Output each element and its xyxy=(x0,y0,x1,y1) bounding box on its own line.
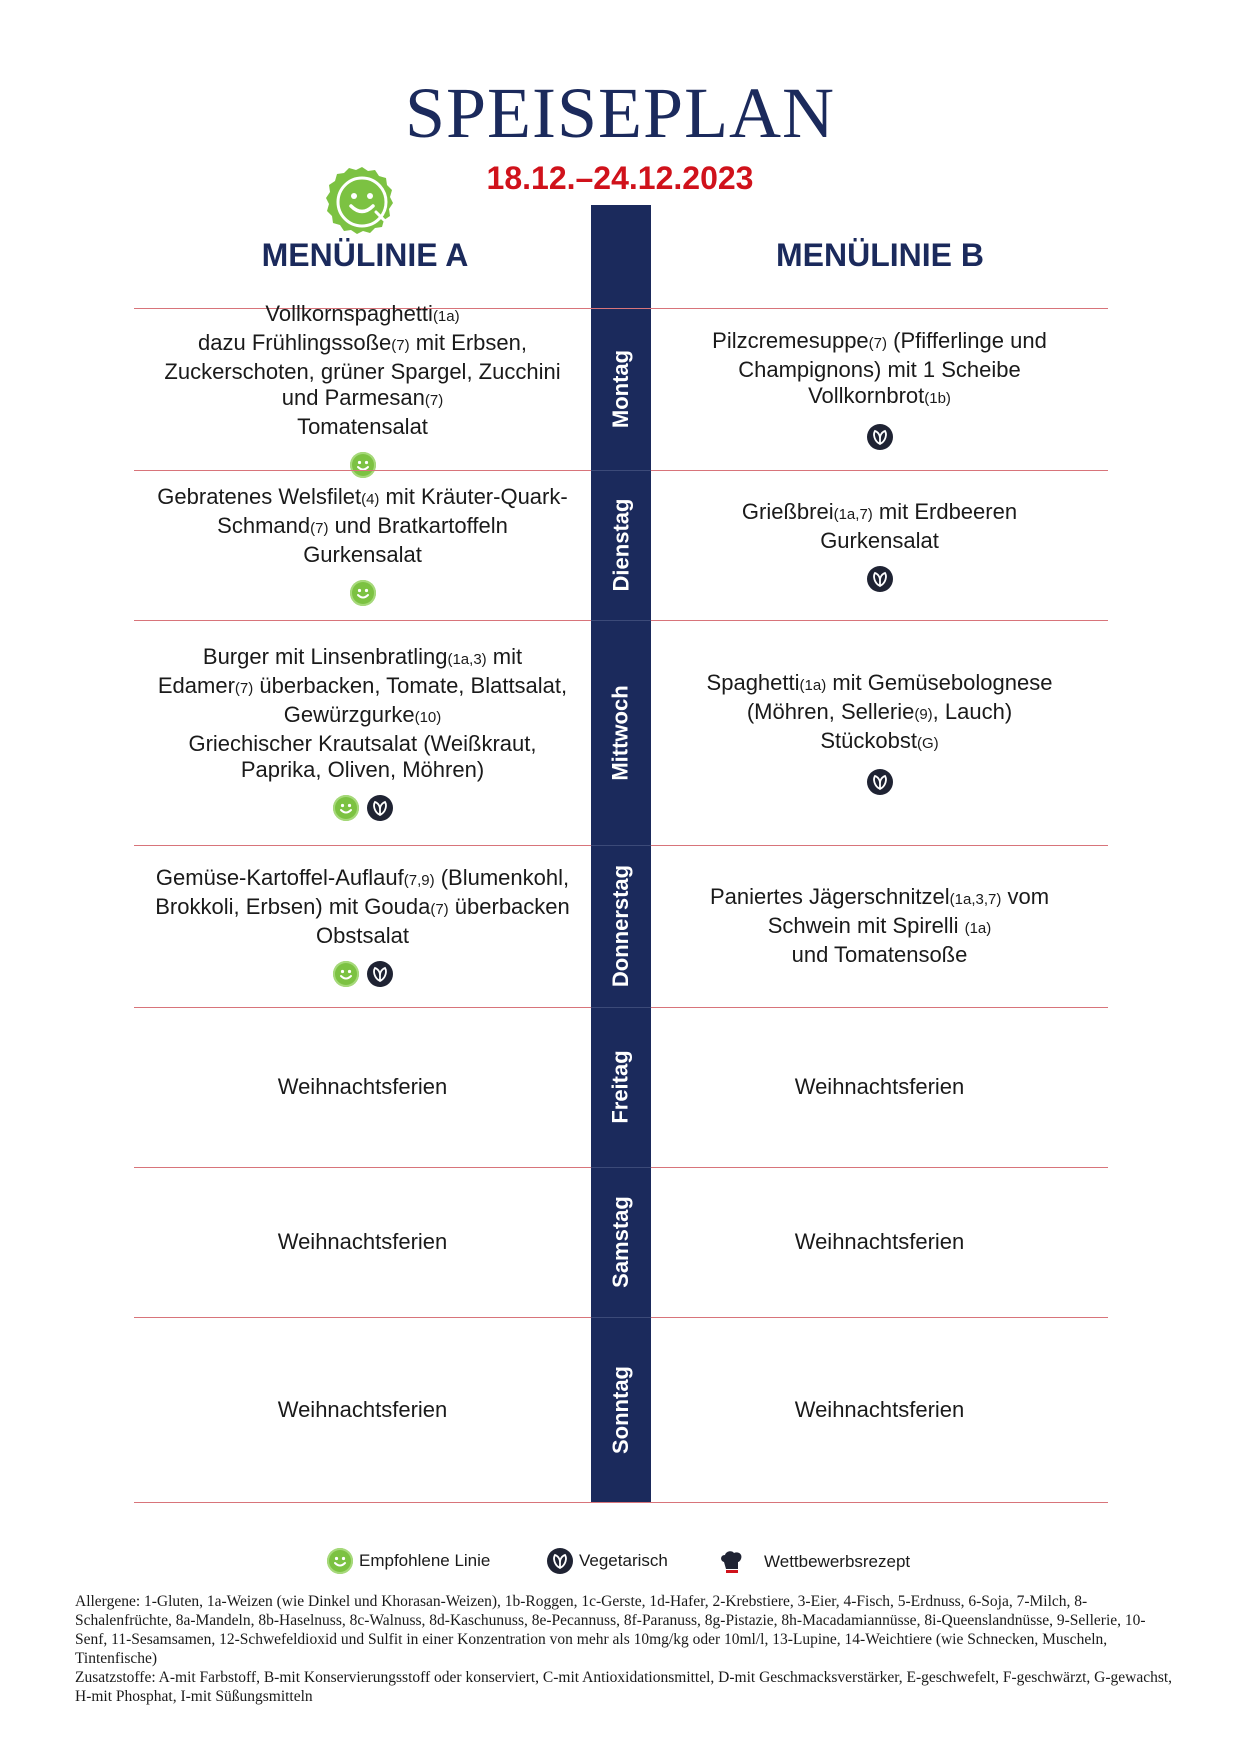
dish-text: Gemüse-Kartoffel-Auflauf xyxy=(155,865,404,890)
dish-line xyxy=(316,923,409,949)
allergen-list: Allergene: 1-Gluten, 1a-Weizen (wie Dinkel und Khorasan-Weizen), 1b-Roggen, 1c-Gerste, 1d-Hafer, 2-Krebstiere, 3-Eier, 4-Fisch, 5-Erdnuss, 6-Soja, 7-Milch, 8-Schalenfrüchte, 8a-Mandeln, 8b-Haselnuss, 8c-Walnuss, 8d-Kaschunuss, 8e-Pecannuss, 8f-Paranuss, 8g-Pistazie, 8h-Macadamiannüsse, 8i-Queenslandnüsse, 9-Sellerie, 10-Senf, 11-Sesamsamen, 12-Schwefeldioxid und Sulfit in einer Konzentration von mehr als 10mg/kg oder 10ml/l, 13-Lupine, 14-Weichtiere (wie Schnecken, Muscheln, Tintenfische) xyxy=(75,1593,1146,1667)
dish-text: mit Gemüsebolognese xyxy=(826,670,1053,695)
dish-text: mit Erbsen, xyxy=(409,329,527,355)
day-name: Freitag xyxy=(608,1050,634,1124)
dish-text: Weihnachtsferien xyxy=(277,1074,448,1099)
dish-text: mit Kräuter-Quark- xyxy=(379,484,568,509)
menu-cell-a xyxy=(134,620,591,845)
legend-competition-label: Wettbewerbsrezept xyxy=(764,1552,911,1571)
dish-text: Schmand xyxy=(217,513,311,538)
dish-text: Spaghetti xyxy=(706,670,800,695)
dish-line xyxy=(241,757,484,783)
day-label xyxy=(591,845,651,1007)
day-name: Montag xyxy=(608,349,634,429)
dish-line xyxy=(795,1229,965,1255)
dish-text: Grießbrei xyxy=(741,498,834,524)
dish-text: Weihnachtsferien xyxy=(794,1396,965,1422)
menu-cell-b xyxy=(651,470,1108,620)
dish-text: Champignons) mit 1 Scheibe xyxy=(738,357,1021,382)
dish-text: Stückobst xyxy=(820,728,917,753)
day-name: Donnerstag xyxy=(608,864,633,988)
menu-cell-b xyxy=(651,1317,1108,1502)
leaf-icon xyxy=(367,795,393,821)
day-label xyxy=(591,1317,651,1502)
dish-text: Zuckerschoten, grüner Spargel, Zucchini xyxy=(164,358,561,384)
dish-line xyxy=(198,330,527,359)
dish-text: vom xyxy=(1001,884,1050,909)
dish-line xyxy=(712,328,1047,357)
dish-line xyxy=(282,385,443,414)
allergen-code: (1a,7) xyxy=(833,505,873,523)
dish-line xyxy=(158,673,567,702)
dish-text: Edamer xyxy=(157,673,235,698)
dish-text: und Tomatensoße xyxy=(791,942,968,967)
dish-line xyxy=(297,414,428,440)
dish-text: Vollkornspaghetti xyxy=(265,300,433,326)
dish-line xyxy=(188,731,536,757)
dish-line xyxy=(792,942,968,968)
dish-line xyxy=(710,884,1049,913)
menu-cell-a xyxy=(134,1007,591,1167)
allergen-code: (7,9) xyxy=(403,872,435,889)
dish-text: Weihnachtsferien xyxy=(277,1396,448,1422)
dish-line xyxy=(155,894,570,923)
menu-cell-a xyxy=(134,300,591,470)
allergen-code: (1a) xyxy=(964,920,992,937)
dish-line xyxy=(707,670,1053,699)
leaf-icon xyxy=(547,1548,573,1574)
dish-text: Gewürzgurke xyxy=(283,702,415,727)
dish-line xyxy=(795,1074,965,1100)
day-label xyxy=(591,1167,651,1317)
allergen-code: (4) xyxy=(361,491,380,508)
dish-icons xyxy=(333,795,393,821)
allergen-code: (1a) xyxy=(432,307,460,325)
legend-vegetarian-label: Vegetarisch xyxy=(579,1551,668,1570)
dish-text: Weihnachtsferien xyxy=(277,1229,448,1254)
dish-text: Weihnachtsferien xyxy=(794,1229,965,1254)
menu-cell-b xyxy=(651,845,1108,1007)
dish-icons xyxy=(867,566,893,592)
dish-text: Tomatensalat xyxy=(297,413,428,439)
dish-line xyxy=(203,644,522,673)
dish-text: Pilzcremesuppe xyxy=(712,328,869,353)
dish-text: (Pfifferlinge und xyxy=(887,328,1047,353)
dish-line xyxy=(157,484,567,513)
dish-icons xyxy=(333,961,393,987)
allergen-code: (9) xyxy=(914,706,933,723)
day-label xyxy=(591,1007,651,1167)
dish-line xyxy=(820,728,938,757)
leaf-icon xyxy=(867,566,893,592)
allergen-code: (1a) xyxy=(799,677,827,694)
smiley-icon xyxy=(333,961,359,987)
dish-text: , Lauch) xyxy=(932,699,1013,724)
dish-text: (Möhren, Sellerie xyxy=(746,699,915,724)
dish-text: Brokkoli, Erbsen) mit Gouda xyxy=(155,894,431,919)
allergen-code: (7) xyxy=(234,680,254,697)
dish-line xyxy=(808,383,951,412)
smiley-icon xyxy=(327,1548,353,1574)
dish-line xyxy=(278,1397,448,1423)
dish-text: (Blumenkohl, xyxy=(434,865,570,890)
legend-recommended xyxy=(327,1548,490,1574)
menu-cell-a xyxy=(134,470,591,620)
menu-cell-b xyxy=(651,1167,1108,1317)
menu-cell-b xyxy=(651,1007,1108,1167)
dish-text: Paniertes Jägerschnitzel xyxy=(709,884,950,909)
dish-line xyxy=(768,913,992,942)
dish-icons xyxy=(350,580,376,606)
menu-cell-a xyxy=(134,1317,591,1502)
menu-cell-b xyxy=(651,308,1108,470)
allergen-code: (7) xyxy=(391,336,410,354)
allergen-code: (1b) xyxy=(924,390,951,407)
allergen-code: (7) xyxy=(424,391,444,409)
smiley-icon xyxy=(350,580,376,606)
dish-text: Obstsalat xyxy=(316,923,409,948)
menu-cell-b xyxy=(651,620,1108,845)
dish-line xyxy=(284,702,442,731)
day-name: Mittwoch xyxy=(608,684,634,781)
dish-text: dazu Frühlingssoße xyxy=(198,329,392,355)
menu-cell-a xyxy=(134,1167,591,1317)
legend xyxy=(0,1548,1240,1582)
allergen-code: (1a,3,7) xyxy=(949,891,1002,908)
day-label xyxy=(591,620,651,845)
smiley-icon xyxy=(333,795,359,821)
day-name: Sonntag xyxy=(608,1365,633,1454)
menu-cell-a xyxy=(134,845,591,1007)
dish-line xyxy=(747,699,1012,728)
dish-text: Vollkornbrot xyxy=(808,383,925,408)
dish-text: Gurkensalat xyxy=(820,527,939,553)
chef-hat-icon xyxy=(718,1548,746,1576)
dish-text: überbacken, Tomate, Blattsalat, xyxy=(253,673,568,698)
dish-text: Schwein mit Spirelli xyxy=(767,913,965,938)
leaf-icon xyxy=(867,424,893,450)
dish-icons xyxy=(867,424,893,450)
allergen-code: (7) xyxy=(430,901,449,918)
dish-line xyxy=(156,865,569,894)
allergen-code: (10) xyxy=(414,709,442,726)
dish-text: mit Erdbeeren xyxy=(872,498,1018,524)
leaf-icon xyxy=(867,769,893,795)
date-range: 18.12.–24.12.2023 xyxy=(486,160,754,196)
dish-line xyxy=(795,1397,965,1423)
dish-line xyxy=(278,1074,448,1100)
day-name: Samstag xyxy=(608,1196,633,1288)
dish-text: Weihnachtsferien xyxy=(794,1074,965,1099)
dish-line xyxy=(164,359,560,385)
dish-text: und Bratkartoffeln xyxy=(328,513,508,538)
dish-text: Gebratenes Welsfilet xyxy=(157,484,362,509)
leaf-icon xyxy=(367,961,393,987)
allergen-code: (G) xyxy=(916,735,939,752)
legend-recommended-label: Empfohlene Linie xyxy=(359,1551,491,1570)
dish-line xyxy=(265,301,459,330)
row-divider xyxy=(134,1502,1108,1503)
day-label xyxy=(591,470,651,620)
allergen-code: (7) xyxy=(310,520,329,537)
dish-text: Paprika, Oliven, Möhren) xyxy=(240,757,485,782)
allergen-code: (1a,3) xyxy=(447,651,487,668)
page-title: SPEISEPLAN xyxy=(404,73,836,153)
additive-list: Zusatzstoffe: A-mit Farbstoff, B-mit Konservierungsstoff oder konserviert, C-mit Antioxidationsmittel, D-mit Geschmacksverstärker, E-geschwefelt, F-geschwärzt, G-gewachst, H-mit Phosphat, I-mit Süßungsmitteln xyxy=(75,1669,1173,1705)
dish-text: Burger mit Linsenbratling xyxy=(202,644,448,669)
footer-notes xyxy=(75,1592,1175,1706)
column-title-b: MENÜLINIE B xyxy=(776,237,984,273)
dish-line xyxy=(742,499,1017,528)
dish-line xyxy=(820,528,939,554)
dish-text: und Parmesan xyxy=(281,384,425,410)
day-label xyxy=(591,308,651,470)
dish-text: mit xyxy=(486,644,523,669)
day-name: Dienstag xyxy=(608,498,634,592)
allergen-code: (7) xyxy=(868,335,888,352)
dish-text: überbacken xyxy=(448,894,570,919)
legend-vegetarian xyxy=(547,1548,668,1574)
dish-line xyxy=(217,513,508,542)
dish-line xyxy=(738,357,1020,383)
column-title-a: MENÜLINIE A xyxy=(261,237,469,273)
legend-competition xyxy=(718,1548,910,1576)
dish-icons xyxy=(867,769,893,795)
dish-line xyxy=(278,1229,448,1255)
dish-text: Griechischer Krautsalat (Weißkraut, xyxy=(188,731,537,756)
dish-line xyxy=(303,542,422,568)
dish-text: Gurkensalat xyxy=(303,542,422,567)
